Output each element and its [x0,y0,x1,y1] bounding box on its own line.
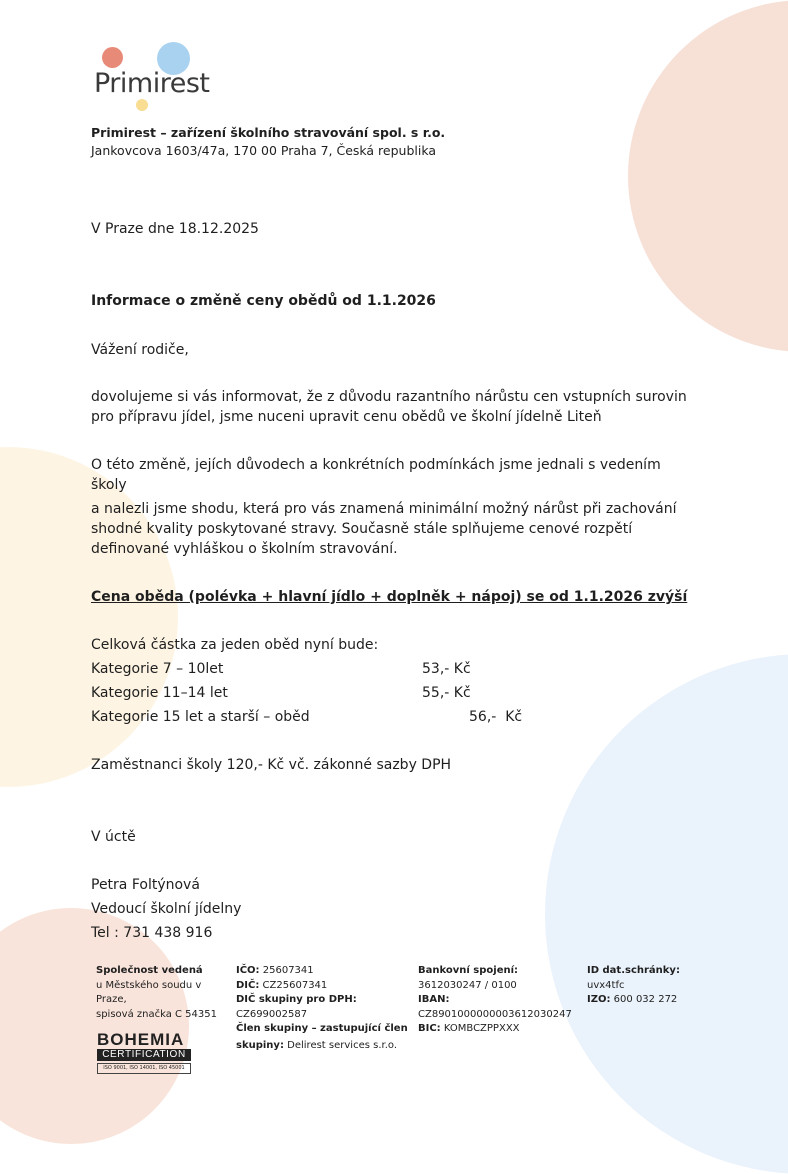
footer-col-court [96,964,217,1022]
category-price: 55,- Kč [422,685,471,701]
sender-address: Jankovcova 1603/47a, 170 00 Praha 7, Česká republika [91,143,437,158]
footer-dic-group-value: CZ699002587 [236,1008,308,1020]
footer-dic-label: DIČ: [236,979,260,991]
footer-iban-label: IBAN: [418,994,450,1005]
footer-izo-label: IZO: [587,994,611,1005]
certification-iso: ISO 9001, ISO 14001, ISO 45001 [97,1063,191,1074]
paragraph2-line4: shodné kvality poskytované stravy. Současně stále splňujeme cenové rozpětí [91,521,633,537]
signature-name: Petra Foltýnová [91,877,200,893]
signature-phone: Tel : 731 438 916 [91,925,213,941]
paragraph1-line2: pro přípravu jídel, jsme nuceni upravit cenu obědů ve školní jídelně Liteň [91,409,602,425]
logo-dot-yellow-icon [136,99,148,111]
paragraph2-line2: školy [91,477,127,493]
footer-col-bank [418,964,572,1037]
footer-court-line: spisová značka C 54351 [96,1008,217,1020]
footer-member-value: Delirest services s.r.o. [287,1039,397,1051]
paragraph2-line3: a nalezli jsme shodu, která pro vás znamená minimální možný nárůst při zachování [91,501,677,517]
place-date: V Praze dne 18.12.2025 [91,221,259,237]
category-price: 53,- Kč [422,661,471,677]
footer-dic-value: CZ25607341 [262,979,328,991]
certification-brand: BOHEMIA [97,1030,185,1049]
footer-ico-value: 25607341 [262,965,314,976]
paragraph2-line1: O této změně, jejích důvodech a konkrétních podmínkách jsme jednali s vedením [91,457,661,473]
footer-box-value: uvx4tfc [587,979,625,991]
footer-col-ids [236,964,408,1053]
certification-logo [97,1031,191,1074]
footer-col-box [587,964,680,1008]
footer-box-label: ID dat.schránky: [587,965,680,976]
footer-ico-label: IČO: [236,965,260,976]
sender-name: Primirest – zařízení školního stravování spol. s r.o. [91,125,446,140]
footer-member-label: Člen skupiny – zastupující člen [236,1023,408,1034]
closing: V úctě [91,829,136,845]
logo-dot-red-icon [102,47,123,68]
decorative-circle-cream [0,447,178,787]
footer-iban-value: CZ8901000000003612030247 [418,1008,572,1020]
footer-bic-value: KOMBCZPPXXX [443,1023,520,1034]
total-intro: Celková částka za jeden oběd nyní bude: [91,637,379,653]
signature-role: Vedoucí školní jídelny [91,901,242,917]
footer-bank-label: Bankovní spojení: [418,965,519,976]
footer-court-line: Praze, [96,994,127,1005]
letter-subject: Informace o změně ceny obědů od 1.1.2026 [91,293,436,309]
decorative-circle-peach [628,0,788,352]
category-price: 56,- Kč [469,709,523,725]
decorative-circle-blue [545,654,788,1174]
paragraph1-line1: dovolujeme si vás informovat, že z důvodu razantního nárůstu cen vstupních surovin [91,389,687,405]
footer-bank-value: 3612030247 / 0100 [418,979,517,991]
footer-dic-group-label: DIČ skupiny pro DPH: [236,994,357,1005]
staff-price: Zaměstnanci školy 120,- Kč vč. zákonné sazby DPH [91,757,452,773]
footer-court-heading: Společnost vedená [96,965,203,976]
category-label: Kategorie 15 let a starší – oběd [91,709,310,725]
footer-izo-value: 600 032 272 [613,994,678,1005]
paragraph2-line5: definované vyhláškou o školním stravování. [91,541,398,557]
category-label: Kategorie 7 – 10let [91,661,224,677]
footer-bic-label: BIC: [418,1023,441,1034]
price-heading: Cena oběda (polévka + hlavní jídlo + doplněk + nápoj) se od 1.1.2026 zvýší [91,589,688,605]
logo-wordmark: Primirest [94,68,210,99]
footer-court-line: u Městského soudu v [96,979,202,991]
salutation: Vážení rodiče, [91,342,189,358]
certification-sub: CERTIFICATION [97,1049,191,1061]
footer-member-label: skupiny: [236,1039,284,1051]
category-label: Kategorie 11–14 let [91,685,228,701]
